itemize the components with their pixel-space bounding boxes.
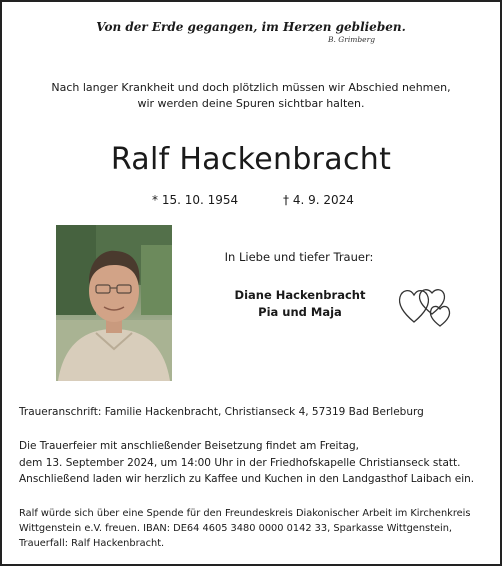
hearts-icon bbox=[396, 284, 456, 328]
death-date: † 4. 9. 2024 bbox=[283, 193, 354, 207]
birth-date: * 15. 10. 1954 bbox=[152, 193, 239, 207]
motto-author: B. Grimberg bbox=[328, 35, 375, 44]
ceremony-line-2: dem 13. September 2024, um 14:00 Uhr in der Friedhofskapelle Christianseck statt. bbox=[19, 456, 461, 469]
portrait-photo-icon bbox=[56, 225, 172, 381]
intro-text bbox=[0, 80, 502, 112]
ceremony-line-3: Anschließend laden wir herzlich zu Kaffee und Kuchen in den Landgasthof Laibach ein. bbox=[19, 473, 475, 485]
mourner-1: Diane Hackenbracht bbox=[234, 288, 366, 302]
mourners-list bbox=[218, 287, 382, 321]
donation-line-1: Ralf würde sich über eine Spende für den Freundeskreis Diakonischer Arbeit im Kirchenkreis bbox=[19, 508, 471, 519]
intro-line-2: wir werden deine Spuren sichtbar halten. bbox=[137, 97, 365, 110]
donation-line-2: Wittgenstein e.V. freuen. IBAN: DE64 4605 3480 0000 0142 33, Sparkasse Wittgenstein, bbox=[19, 523, 453, 534]
ceremony-info bbox=[19, 438, 474, 488]
mourner-2: Pia und Maja bbox=[258, 305, 342, 319]
deceased-name: Ralf Hackenbracht bbox=[110, 142, 392, 177]
ceremony-line-1: Die Trauerfeier mit anschließender Beisetzung findet am Freitag, bbox=[19, 440, 360, 452]
mourning-heading: In Liebe und tiefer Trauer: bbox=[224, 250, 374, 264]
donation-line-3: Trauerfall: Ralf Hackenbracht. bbox=[19, 538, 165, 549]
intro-line-1: Nach langer Krankheit und doch plötzlich müssen wir Abschied nehmen, bbox=[51, 81, 451, 94]
mourning-address: Traueranschrift: Familie Hackenbracht, Christianseck 4, 57319 Bad Berleburg bbox=[19, 406, 424, 418]
motto-quote: Von der Erde gegangen, im Herzen geblieben. bbox=[96, 20, 406, 34]
portrait-illustration bbox=[56, 225, 172, 381]
donation-info bbox=[19, 506, 471, 551]
